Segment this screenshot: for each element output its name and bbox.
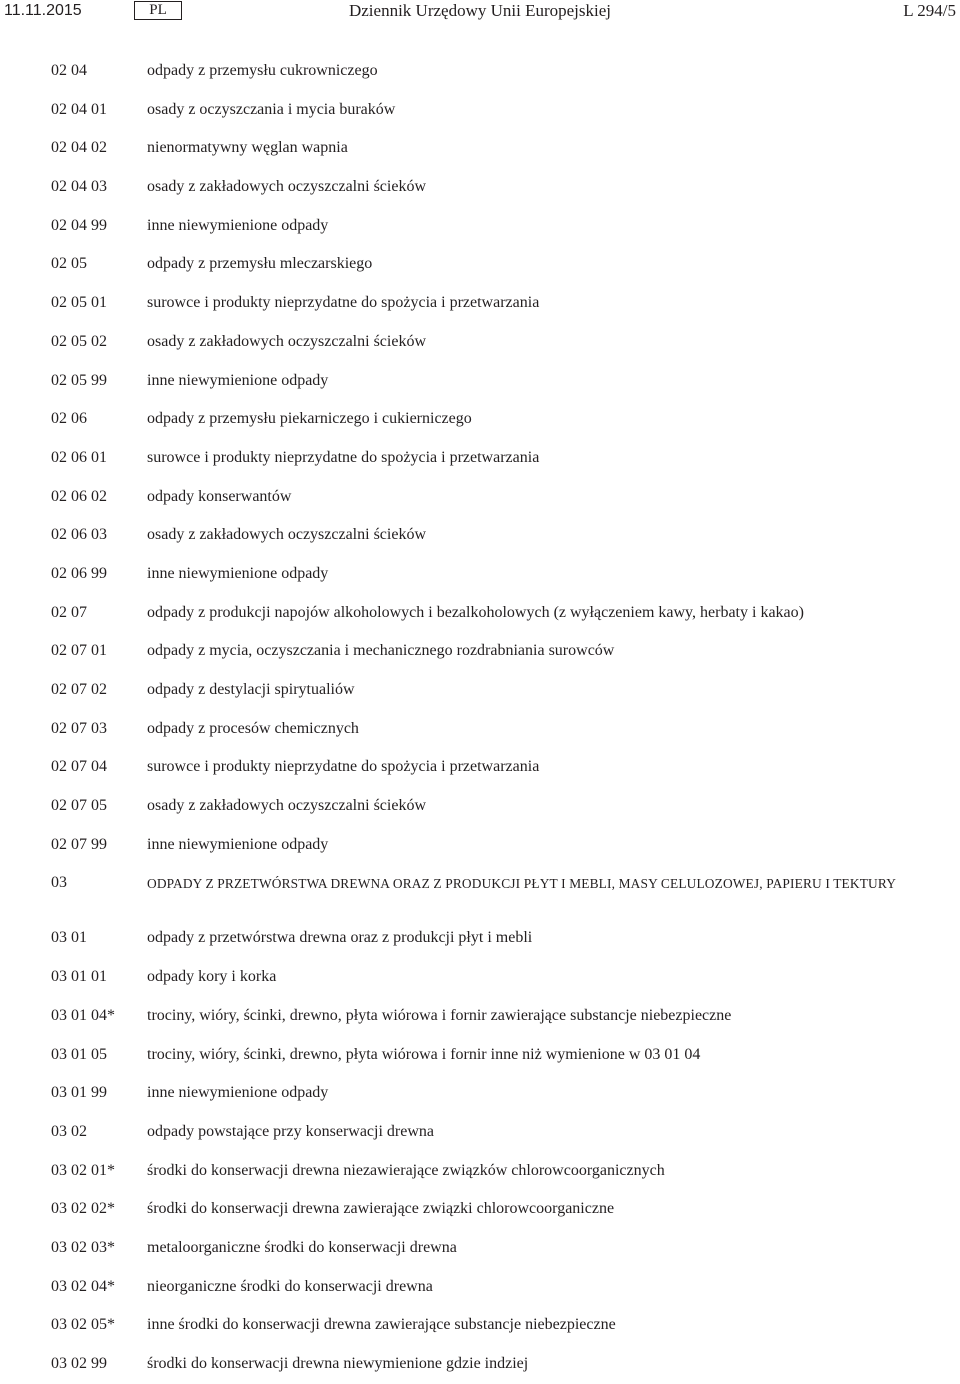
list-item	[0, 168, 960, 207]
waste-description: odpady z przemysłu cukrowniczego	[147, 62, 378, 79]
list-item	[0, 478, 960, 517]
waste-description: inne niewymienione odpady	[147, 371, 329, 389]
waste-code: 02 06 99	[51, 564, 107, 582]
waste-code: 03 01	[51, 929, 87, 947]
waste-code: 02 06 03	[51, 526, 107, 544]
list-item	[0, 632, 960, 671]
waste-code: 03 02	[51, 1122, 87, 1140]
list-item	[0, 710, 960, 749]
list-item	[0, 1113, 960, 1152]
waste-code: 02 05 99	[51, 371, 107, 389]
waste-code: 02 07 01	[51, 642, 107, 660]
list-item	[0, 129, 960, 168]
list-item	[0, 91, 960, 130]
waste-description: nieorganiczne środki do konserwacji drewna	[147, 1277, 433, 1295]
waste-code: 03 02 05*	[51, 1316, 115, 1334]
waste-description: metaloorganiczne środki do konserwacji drewna	[147, 1238, 457, 1256]
waste-code-list	[0, 52, 960, 1384]
waste-description: inne niewymienione odpady	[147, 564, 329, 582]
waste-code: 03 01 04*	[51, 1006, 115, 1024]
list-item	[0, 826, 960, 865]
list-item	[0, 516, 960, 555]
list-item	[0, 671, 960, 710]
waste-description: odpady z przetwórstwa drewna oraz z produkcji płyt i mebli	[147, 929, 533, 947]
list-item	[0, 594, 960, 633]
waste-description: surowce i produkty nieprzydatne do spożycia i przetwarzania	[147, 758, 540, 776]
list-item	[0, 997, 960, 1036]
waste-code: 02 04 02	[51, 139, 107, 157]
waste-code: 03	[51, 874, 67, 892]
waste-description: odpady kory i korka	[147, 968, 277, 986]
waste-description: środki do konserwacji drewna zawierające związki chlorowcoorganiczne	[147, 1200, 615, 1218]
language-code-box: PL	[134, 1, 182, 20]
waste-description: odpady z mycia, oczyszczania i mechanicznego rozdrabniania surowców	[147, 642, 615, 660]
list-item	[0, 958, 960, 997]
waste-code: 02 07 04	[51, 758, 107, 776]
waste-code: 02 06 02	[51, 487, 107, 505]
list-item	[0, 1229, 960, 1268]
list-item	[0, 362, 960, 401]
waste-description: inne środki do konserwacji drewna zawierające substancje niebezpieczne	[147, 1316, 616, 1334]
waste-description: odpady z procesów chemicznych	[147, 719, 359, 737]
list-item	[0, 207, 960, 246]
waste-description: inne niewymienione odpady	[147, 216, 329, 234]
waste-description: środki do konserwacji drewna niezawierające związków chlorowcoorganicznych	[147, 1161, 665, 1179]
waste-code: 02 07	[51, 603, 87, 621]
list-item	[0, 787, 960, 826]
waste-code: 03 01 99	[51, 1084, 107, 1102]
waste-description: środki do konserwacji drewna niewymienione gdzie indziej	[147, 1355, 529, 1372]
list-item	[0, 1268, 960, 1307]
waste-code: 02 06	[51, 410, 87, 428]
waste-code: 02 06 01	[51, 448, 107, 466]
list-item	[0, 323, 960, 362]
waste-code: 03 01 05	[51, 1045, 107, 1063]
waste-code: 02 04 01	[51, 100, 107, 118]
list-item	[0, 1074, 960, 1113]
list-item	[0, 748, 960, 787]
list-item	[0, 284, 960, 323]
waste-code: 02 04 03	[51, 178, 107, 196]
list-item	[0, 439, 960, 478]
journal-title: Dziennik Urzędowy Unii Europejskiej	[348, 1, 611, 20]
list-item	[0, 400, 960, 439]
list-item	[0, 1345, 960, 1384]
page-number: L 294/5	[903, 1, 956, 20]
waste-code: 02 04 99	[51, 216, 107, 234]
list-item	[0, 864, 960, 919]
waste-code: 02 05	[51, 255, 87, 273]
waste-code: 02 07 02	[51, 681, 107, 698]
list-item	[0, 52, 960, 91]
waste-code: 03 02 04*	[51, 1277, 115, 1295]
waste-description: inne niewymienione odpady	[147, 1084, 329, 1102]
waste-description: trociny, wióry, ścinki, drewno, płyta wiórowa i fornir zawierające substancje niebezpieczne	[147, 1006, 732, 1024]
list-item	[0, 1190, 960, 1229]
waste-code: 02 07 03	[51, 719, 107, 737]
list-item	[0, 245, 960, 284]
waste-code: 03 02 01*	[51, 1161, 115, 1179]
waste-description: osady z zakładowych oczyszczalni ścieków	[147, 332, 426, 350]
waste-description: surowce i produkty nieprzydatne do spożycia i przetwarzania	[147, 448, 540, 466]
waste-description: osady z zakładowych oczyszczalni ścieków	[147, 526, 426, 544]
waste-description: inne niewymienione odpady	[147, 835, 329, 853]
waste-code: 02 07 05	[51, 797, 107, 815]
waste-description: ODPADY Z PRZETWÓRSTWA DREWNA ORAZ Z PRODUKCJI PŁYT I MEBLI, MASY CELULOZOWEJ, PAPIERU I TEKTURY	[147, 876, 897, 892]
waste-code: 03 02 99	[51, 1355, 107, 1372]
waste-code: 02 04	[51, 62, 87, 79]
waste-description: trociny, wióry, ścinki, drewno, płyta wiórowa i fornir inne niż wymienione w 03 01 04	[147, 1045, 701, 1063]
waste-code: 02 05 02	[51, 332, 107, 350]
list-item	[0, 555, 960, 594]
list-item	[0, 1036, 960, 1075]
waste-description: odpady z produkcji napojów alkoholowych i bezalkoholowych (z wyłączeniem kawy, herbaty i kakao)	[147, 603, 804, 621]
list-item	[0, 1152, 960, 1191]
waste-description: odpady z przemysłu mleczarskiego	[147, 255, 373, 273]
page-header	[0, 0, 960, 24]
waste-code: 03 02 02*	[51, 1200, 115, 1218]
list-item	[0, 1306, 960, 1345]
publication-date: 11.11.2015	[4, 2, 82, 19]
waste-description: osady z oczyszczania i mycia buraków	[147, 100, 396, 118]
list-item	[0, 919, 960, 958]
waste-description: osady z zakładowych oczyszczalni ścieków	[147, 797, 426, 815]
waste-code: 02 07 99	[51, 835, 107, 853]
waste-code: 03 02 03*	[51, 1238, 115, 1256]
waste-description: odpady powstające przy konserwacji drewna	[147, 1122, 434, 1140]
waste-code: 02 05 01	[51, 294, 107, 312]
waste-description: osady z zakładowych oczyszczalni ścieków	[147, 178, 426, 196]
waste-code: 03 01 01	[51, 968, 107, 986]
waste-description: odpady z destylacji spirytualiów	[147, 681, 355, 698]
waste-description: odpady z przemysłu piekarniczego i cukierniczego	[147, 410, 472, 428]
waste-description: odpady konserwantów	[147, 487, 292, 505]
waste-description: nienormatywny węglan wapnia	[147, 139, 348, 157]
waste-description: surowce i produkty nieprzydatne do spożycia i przetwarzania	[147, 294, 540, 312]
